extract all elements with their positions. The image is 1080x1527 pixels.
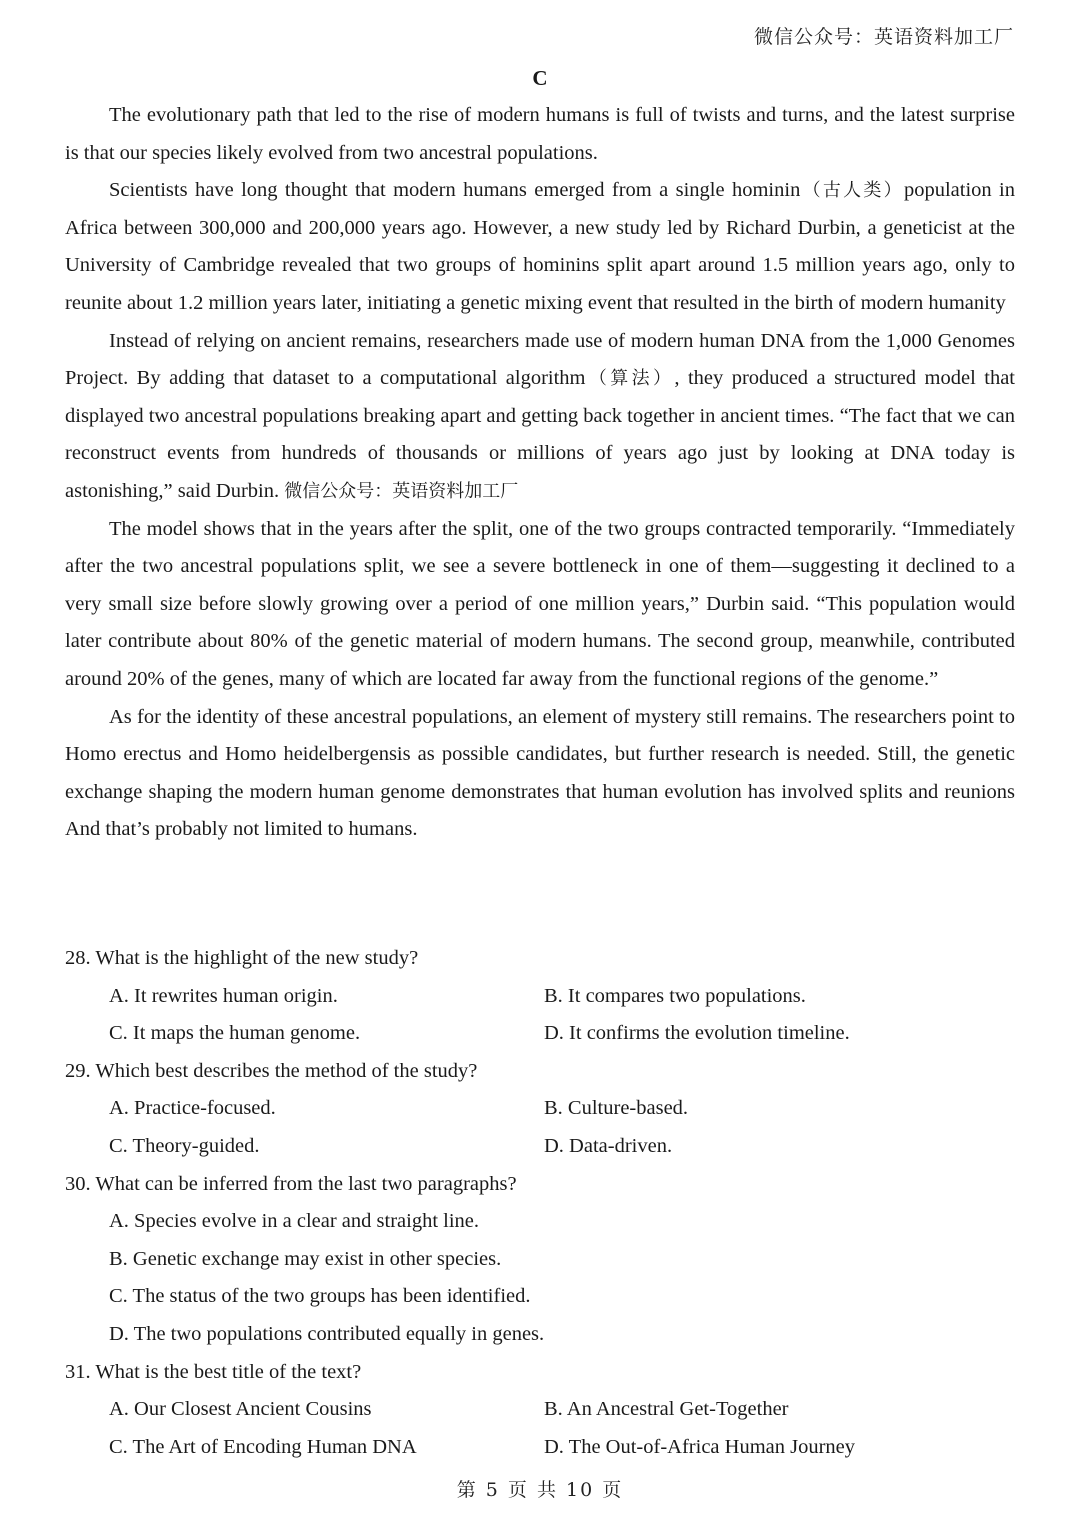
question-28 [65,940,1015,1053]
option-c: C. The status of the two groups has been identified. [109,1285,531,1308]
inline-watermark: 微信公众号：英语资料加工厂 [284,480,519,502]
question-text: 31. What is the best title of the text? [65,1360,362,1383]
question-text: 29. Which best describes the method of the study? [65,1059,478,1082]
option-b: B. Genetic exchange may exist in other species. [109,1247,502,1270]
option-d: D. It confirms the evolution timeline. [544,1022,850,1045]
question-30 [65,1166,1015,1354]
paragraph-1: The evolutionary path that led to the rise of modern humans is full of twists and turns, and the latest surprise is that our species likely evolved from two ancestral populations. [65,104,1015,164]
option-a: A. Practice-focused. [109,1097,276,1120]
question-text: 30. What can be inferred from the last two paragraphs? [65,1172,517,1195]
paragraph-3: Instead of relying on ancient remains, researchers made use of modern human DNA from the 1,000 Genomes Project. By adding that dataset to a computational algorithm（算法）, they produced a structured model that displayed two ancestral populations breaking apart and getting back together in ancient times. “The fact that we can reconstruct events from hundreds of thousands or millions of years ago just by looking at DNA today is astonishing,” said Durbin. 微信公众号：英语资料加工厂 [65,329,1016,502]
reading-passage [65,97,1015,849]
option-b: B. An Ancestral Get-Together [544,1398,789,1421]
option-d: D. The two populations contributed equally in genes. [109,1322,545,1345]
paragraph-4: The model shows that in the years after the split, one of the two groups contracted temporarily. “Immediately after the two ancestral populations split, we see a severe bottleneck in one of them—suggesting it declined to a very small size before slowly growing over a period of one million years,” Durbin said. “This population would later contribute about 80% of the genetic material of modern humans. The second group, meanwhile, contributed around 20% of the genes, many of which are located far away from the functional regions of the genome.” [65,517,1015,690]
option-b: B. It compares two populations. [544,984,806,1007]
paragraph-5: As for the identity of these ancestral populations, an element of mystery still remains. The researchers point to Homo erectus and Homo heidelbergensis as possible candidates, but further research is needed. Still, the genetic exchange shaping the modern human genome demonstrates that human evolution has involved splits and reunions And that’s probably not limited to humans. [65,705,1015,841]
option-c: C. It maps the human genome. [109,1022,361,1045]
option-a: A. Our Closest Ancient Cousins [109,1398,372,1421]
gloss-algorithm: （算法） [585,368,675,390]
option-d: D. The Out-of-Africa Human Journey [544,1435,856,1458]
question-31 [65,1354,1015,1467]
page-footer: 第 5 页 共 10 页 [456,1479,624,1501]
option-d: D. Data-driven. [544,1134,673,1157]
page-header-watermark: 微信公众号：英语资料加工厂 [753,26,1014,48]
section-label: C [532,66,548,90]
option-c: C. The Art of Encoding Human DNA [109,1435,417,1458]
gloss-hominin: （古人类） [800,180,904,202]
option-a: A. It rewrites human origin. [109,984,338,1007]
paragraph-2: Scientists have long thought that modern humans emerged from a single hominin（古人类）population in Africa between 300,000 and 200,000 years ago. However, a new study led by Richard Durbin, a geneticist at the University of Cambridge revealed that two groups of hominins split apart around 1.5 million years ago, only to reunite about 1.2 million years later, initiating a genetic mixing event that resulted in the birth of modern humanity [65,179,1015,314]
question-text: 28. What is the highlight of the new study? [65,947,419,969]
question-29 [65,1053,1015,1166]
question-list [65,940,1015,1466]
option-b: B. Culture-based. [544,1097,689,1120]
option-a: A. Species evolve in a clear and straight line. [109,1210,480,1233]
option-c: C. Theory-guided. [109,1134,260,1157]
